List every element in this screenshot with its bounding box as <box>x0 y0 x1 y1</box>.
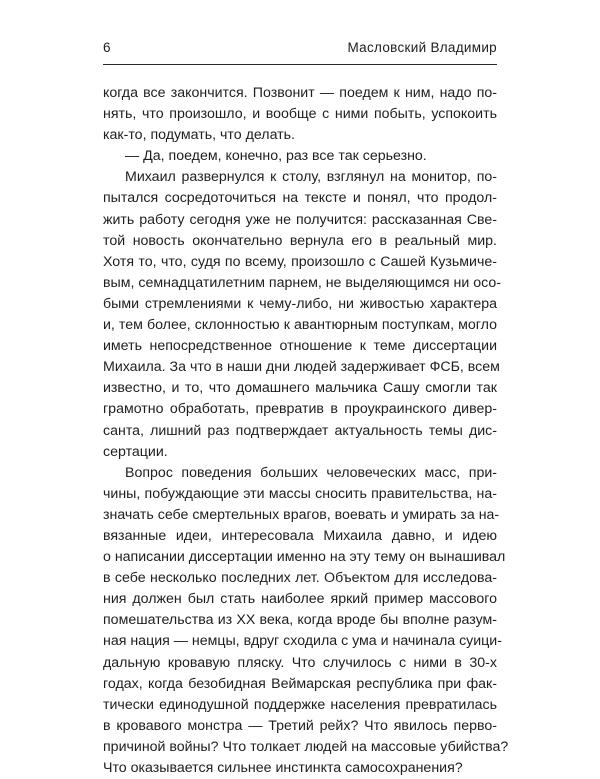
text-line: Хотя то, что, судя по всему, произошло с Сашей Кузьмиче- <box>103 253 497 270</box>
text-line: известно, и то, что домашнего мальчика Сашу смогли так <box>103 380 497 397</box>
text-line: вязанные идеи, интересовала Михаила давно, и идею <box>103 527 497 544</box>
text-line: Михаила. За что в наши дни людей задерживает ФСБ, всем <box>103 359 500 376</box>
text-line: грамотно обработать, превратив в проукраинского дивер- <box>103 401 497 418</box>
text-line: чины, побуждающие эти массы сносить правительства, на- <box>103 485 497 502</box>
text-line: помешательства из XX века, когда вроде бы вполне разум- <box>103 612 497 629</box>
page-number: 6 <box>103 40 111 55</box>
text-line: и, тем более, склонностью к авантюрным поступкам, могло <box>103 317 497 334</box>
text-line: тически единодушной поддержке населения превратилась <box>103 696 497 713</box>
text-line: когда все закончится. Позвонит — поедем к ним, надо по- <box>103 85 497 101</box>
text-line: значать себе смертельных врагов, воевать и умирать за на- <box>103 506 500 523</box>
text-line: той новость окончательно вернула его в реальный мир. <box>103 232 497 249</box>
text-line: в себе несколько последних лет. Объектом для исследова- <box>103 570 497 587</box>
text-line: о написании диссертации именно на эту тему он вынашивал <box>103 549 506 566</box>
text-line: дальную кровавую пляску. Что случилось с ними в 30-х <box>103 654 497 671</box>
text-line: Что оказывается сильнее инстинкта самосохранения? <box>103 760 463 776</box>
text-line: годах, когда безобидная Веймарская республика при фак- <box>103 675 497 692</box>
text-line: Вопрос поведения больших человеческих масс, при- <box>125 464 497 481</box>
text-line: нять, что произошло, и вообще с ними побыть, успокоить <box>103 106 497 123</box>
text-line: ная нация — немцы, вдруг сходила с ума и начинала суици- <box>103 633 502 650</box>
text-line: быми стремлениями к чему-либо, ни живостью характера <box>103 295 497 312</box>
text-line: иметь непосредственное отношение к теме диссертации <box>103 338 497 355</box>
text-line: как-то, подумать, что делать. <box>103 127 295 144</box>
text-line: сертации. <box>103 443 168 460</box>
text-line: в кровавого монстра — Третий рейх? Что явилось перво- <box>103 717 497 734</box>
text-line: ния должен был стать наиболее яркий пример массового <box>103 591 497 608</box>
running-head-author: Масловский Владимир <box>347 40 497 55</box>
page-header <box>103 40 497 64</box>
body-text <box>103 83 509 779</box>
text-line: вым, семнадцатилетним парнем, не выделяющимся ни осо- <box>103 274 501 291</box>
text-line: жить работу сегодня уже не получится: рассказанная Све- <box>103 211 497 228</box>
header-rule <box>103 64 497 65</box>
text-line: — Да, поедем, конечно, раз все так серьезно. <box>125 148 427 165</box>
text-line: причиной войны? Что толкает людей на массовые убийства? <box>103 738 509 755</box>
text-line: пытался сосредоточиться на тексте и понял, что продол- <box>103 190 497 207</box>
text-line: санта, лишний раз подтверждает актуальность темы дис- <box>103 422 497 439</box>
text-line: Михаил развернулся к столу, взглянул на монитор, по- <box>125 169 497 186</box>
